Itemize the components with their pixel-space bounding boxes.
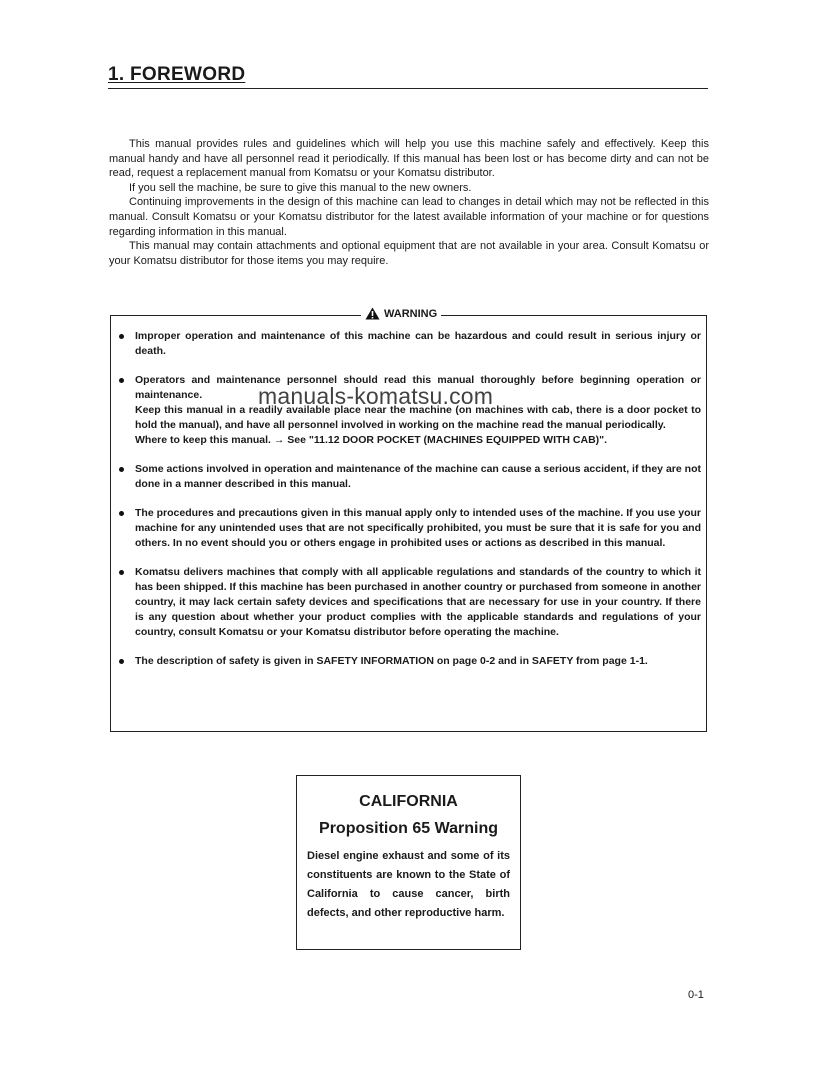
section-title: 1. FOREWORD (108, 64, 246, 85)
warning-text: Some actions involved in operation and maintenance of the machine can cause a serious accident, if they are not done in a manner described in this manual. (135, 463, 701, 490)
warning-box (110, 307, 707, 732)
warning-header (361, 307, 441, 320)
warning-text: Improper operation and maintenance of this machine can be hazardous and could result in serious injury or death. (135, 330, 701, 357)
california-subtitle: Proposition 65 Warning (319, 820, 498, 837)
warning-text: The description of safety is given in SAFETY INFORMATION on page 0-2 and in SAFETY from page 1-1. (135, 655, 648, 667)
warning-item (111, 329, 701, 359)
california-body: Diesel engine exhaust and some of its constituents are known to the State of California to cause cancer, birth defects, and other reproductive harm. (307, 850, 510, 919)
warning-text: Where to keep this manual. → See "11.12 DOOR POCKET (MACHINES EQUIPPED WITH CAB)". (135, 434, 608, 446)
page-number: 0-1 (688, 989, 704, 1001)
bullet-icon (119, 334, 124, 339)
section-heading (108, 64, 708, 89)
intro-paragraph: If you sell the machine, be sure to give this manual to the new owners. (129, 181, 472, 194)
intro-text (109, 137, 709, 268)
bullet-icon (119, 659, 124, 664)
warning-item (111, 506, 701, 551)
warning-text: Operators and maintenance personnel should read this manual thoroughly before beginning operation or maintenance. (135, 374, 701, 401)
watermark: manuals-komatsu.com (258, 383, 494, 409)
california-title: CALIFORNIA (359, 793, 458, 810)
bullet-icon (119, 570, 124, 575)
warning-text: The procedures and precautions given in this manual apply only to intended uses of the machine. If you use your machine for any unintended uses that are not specifically prohibited, you must be sure that it is safe for you and others. In no event should you or others engage in prohibited uses or actions as described in this manual. (135, 507, 701, 549)
bullet-icon (119, 467, 124, 472)
warning-item (111, 462, 701, 492)
intro-paragraph: This manual provides rules and guidelines which will help you use this machine safely and effectively. Keep this manual handy and have all personnel read it periodically. If this manual has been lost or has become dirty and can not be read, request a replacement manual from Komatsu or your Komatsu distributor. (109, 138, 709, 180)
warning-item (111, 654, 701, 669)
intro-paragraph: Continuing improvements in the design of this machine can lead to changes in detail which may not be reflected in this manual. Consult Komatsu or your Komatsu distributor for the latest available information of your machine or for questions regarding information in this manual. (109, 196, 709, 238)
warning-text: Komatsu delivers machines that comply with all applicable regulations and standards of the country to which it has been shipped. If this machine has been purchased in another country or purchased from someone in another country, it may lack certain safety devices and specifications that are necessary for use in your country. If there is any question about whether your product complies with the applicable standards and regulations of your country, consult Komatsu or your Komatsu distributor before operating the machine. (135, 566, 701, 638)
warning-item (111, 565, 701, 640)
california-warning-box (296, 775, 521, 950)
bullet-icon (119, 378, 124, 383)
warning-triangle-icon (365, 307, 380, 320)
intro-paragraph: This manual may contain attachments and optional equipment that are not available in your area. Consult Komatsu or your Komatsu distributor for those items you may require. (109, 240, 709, 267)
warning-text: Keep this manual in a readily available place near the machine (on machines with cab, there is a door pocket to hold the manual), and have all personnel involved in working on the machine read the manual periodically. (135, 404, 701, 431)
warning-title: WARNING (384, 307, 438, 320)
bullet-icon (119, 511, 124, 516)
